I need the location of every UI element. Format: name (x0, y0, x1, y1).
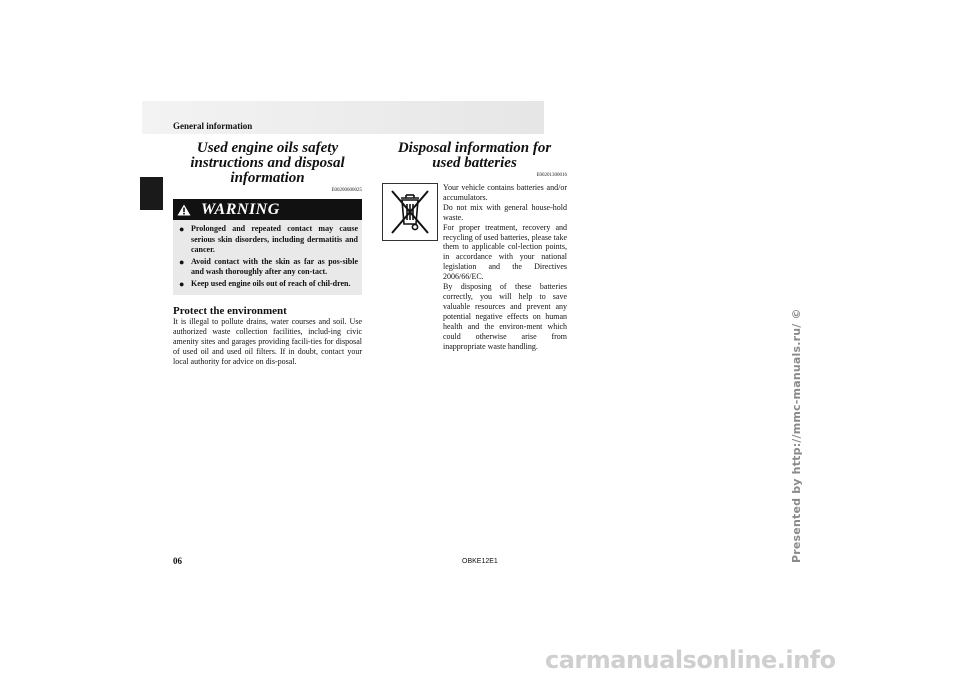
warning-label: WARNING (201, 200, 280, 218)
battery-disposal-block (382, 183, 567, 351)
page-number: 06 (173, 556, 182, 566)
bullet-icon: ● (179, 256, 185, 267)
subheading-protect-environment: Protect the environment (173, 305, 287, 317)
site-logo: carmanualsonline.info (545, 646, 836, 674)
warning-list (173, 224, 362, 289)
right-column (382, 141, 567, 351)
left-column (173, 141, 362, 367)
paragraph: By disposing of these batteries correctly, you will help to save valuable resources and prevent any potential negative effects on human health and the environ-ment which could otherwise arise from inappropriate waste handling. (443, 282, 567, 351)
warning-item: ● Keep used engine oils out of reach of chil-dren. (179, 278, 351, 289)
warning-item: ● Avoid contact with the skin as far as pos-sible and wash thoroughly after any con-tact. (179, 256, 358, 276)
section-code: E00200600025 (331, 188, 362, 193)
paragraph: Do not mix with general house-hold waste. (443, 202, 567, 222)
crossed-out-wheelie-bin-icon (382, 183, 438, 241)
paragraph: For proper treatment, recovery and recycling of used batteries, please take them to applicable col-lection points, in accordance with your national legislation and the Directives 2006/66/EC. (443, 222, 567, 282)
warning-item: ● Prolonged and repeated contact may cause serious skin disorders, including dermatitis and cancer. (179, 224, 358, 254)
warning-box (173, 199, 362, 295)
bullet-icon: ● (179, 224, 185, 234)
document-code: OBKE12E1 (462, 558, 498, 565)
paragraph: Your vehicle contains batteries and/or accumulators. (443, 183, 567, 202)
section-code: E00201300016 (536, 173, 567, 178)
vertical-watermark: Presented by http://mmc-manuals.ru/ © (790, 308, 803, 563)
warning-header (173, 199, 362, 220)
section-tab-marker (140, 177, 163, 210)
battery-disposal-text (443, 183, 567, 351)
section-title-engine-oils: Used engine oils safety instructions and disposal information (190, 140, 345, 186)
warning-triangle-icon (173, 199, 195, 220)
section-title-batteries: Disposal information for used batteries (397, 140, 552, 171)
running-header: General information (173, 121, 253, 131)
bullet-icon: ● (179, 278, 185, 289)
environment-body-text: It is illegal to pollute drains, water courses and soil. Use authorized waste collection facilities, includ-ing civic amenity sites and garages providing facili-ties for disposal of used oil and used oil filters. If in doubt, contact your local authority for advice on dis-posal. (173, 317, 362, 366)
